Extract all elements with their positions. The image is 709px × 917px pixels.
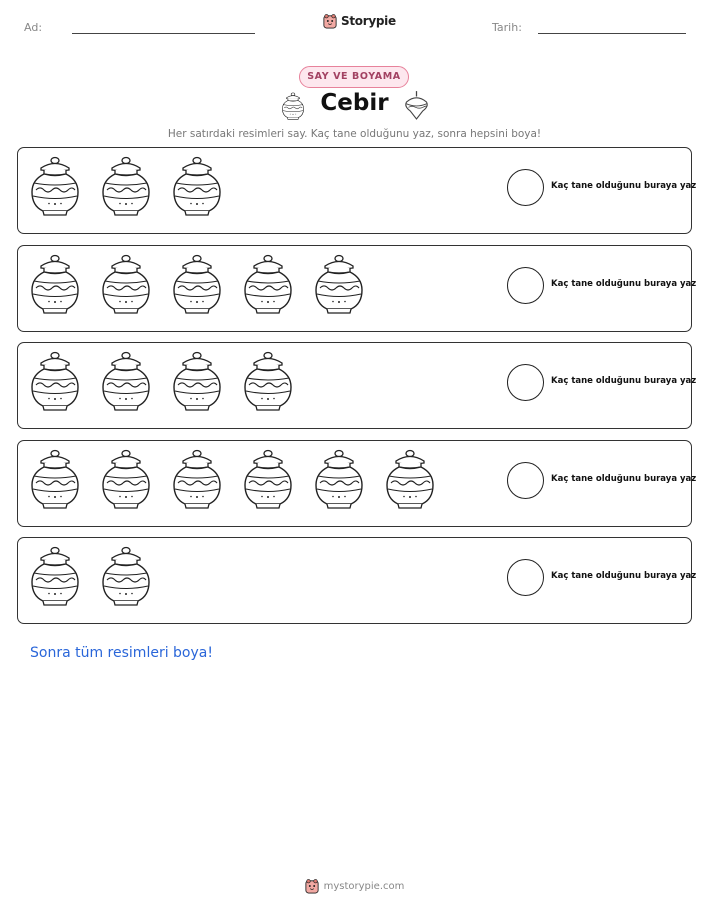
clay-pot-icon[interactable] bbox=[100, 254, 152, 316]
count-row bbox=[17, 342, 697, 429]
instruction-text: Her satırdaki resimleri say. Kaç tane olduğunu yaz, sonra hepsini boya! bbox=[167, 128, 542, 140]
clay-pot-icon[interactable] bbox=[100, 156, 152, 218]
footer-brand bbox=[0, 878, 709, 894]
clay-pot-icon[interactable] bbox=[313, 449, 365, 511]
clay-pot-icon[interactable] bbox=[29, 254, 81, 316]
answer-circle[interactable] bbox=[507, 559, 544, 596]
clay-pot-icon[interactable] bbox=[242, 351, 294, 413]
answer-circle[interactable] bbox=[507, 169, 544, 206]
clay-pot-icon[interactable] bbox=[384, 449, 436, 511]
clay-pot-icon[interactable] bbox=[242, 254, 294, 316]
clay-pot-icon[interactable] bbox=[242, 449, 294, 511]
clay-pot-icon[interactable] bbox=[29, 351, 81, 413]
count-row bbox=[17, 147, 697, 234]
section-badge: SAY VE BOYAMA bbox=[299, 66, 409, 88]
clay-pot-icon[interactable] bbox=[100, 351, 152, 413]
clay-pot-icon[interactable] bbox=[100, 546, 152, 608]
answer-label: Kaç tane olduğunu buraya yaz bbox=[551, 181, 697, 191]
clay-pot-icon[interactable] bbox=[29, 156, 81, 218]
date-label: Tarih: bbox=[492, 21, 522, 34]
clay-pot-icon[interactable] bbox=[171, 254, 223, 316]
name-line[interactable] bbox=[72, 33, 255, 34]
answer-circle[interactable] bbox=[507, 364, 544, 401]
storypie-logo-icon bbox=[323, 13, 337, 29]
brand-text: Storypie bbox=[341, 14, 396, 28]
answer-label: Kaç tane olduğunu buraya yaz bbox=[551, 278, 697, 289]
footer-brand-text: mystorypie.com bbox=[323, 880, 405, 892]
clay-pot-icon[interactable] bbox=[171, 449, 223, 511]
clay-pot-icon[interactable] bbox=[29, 449, 81, 511]
page-title: Cebir bbox=[320, 90, 389, 116]
count-row bbox=[17, 245, 697, 332]
storypie-brand bbox=[323, 13, 396, 29]
clay-pot-icon[interactable] bbox=[29, 546, 81, 608]
answer-label: Kaç tane olduğunu buraya yaz bbox=[551, 571, 697, 581]
name-label: Ad: bbox=[24, 21, 43, 34]
answer-label: Kaç tane olduğunu buraya yaz bbox=[551, 376, 697, 386]
answer-circle[interactable] bbox=[507, 267, 544, 304]
spinning-top-icon bbox=[403, 90, 430, 121]
clay-pot-icon[interactable] bbox=[171, 351, 223, 413]
count-row bbox=[17, 537, 697, 624]
storypie-logo-icon bbox=[305, 878, 319, 894]
answer-label: Kaç tane olduğunu buraya yaz bbox=[551, 473, 697, 484]
clay-pot-icon[interactable] bbox=[171, 156, 223, 218]
answer-circle[interactable] bbox=[507, 462, 544, 499]
count-row bbox=[17, 440, 697, 527]
footer-note: Sonra tüm resimleri boya! bbox=[30, 645, 213, 661]
clay-pot-icon[interactable] bbox=[313, 254, 365, 316]
date-line[interactable] bbox=[538, 33, 686, 34]
clay-pot-icon[interactable] bbox=[100, 449, 152, 511]
